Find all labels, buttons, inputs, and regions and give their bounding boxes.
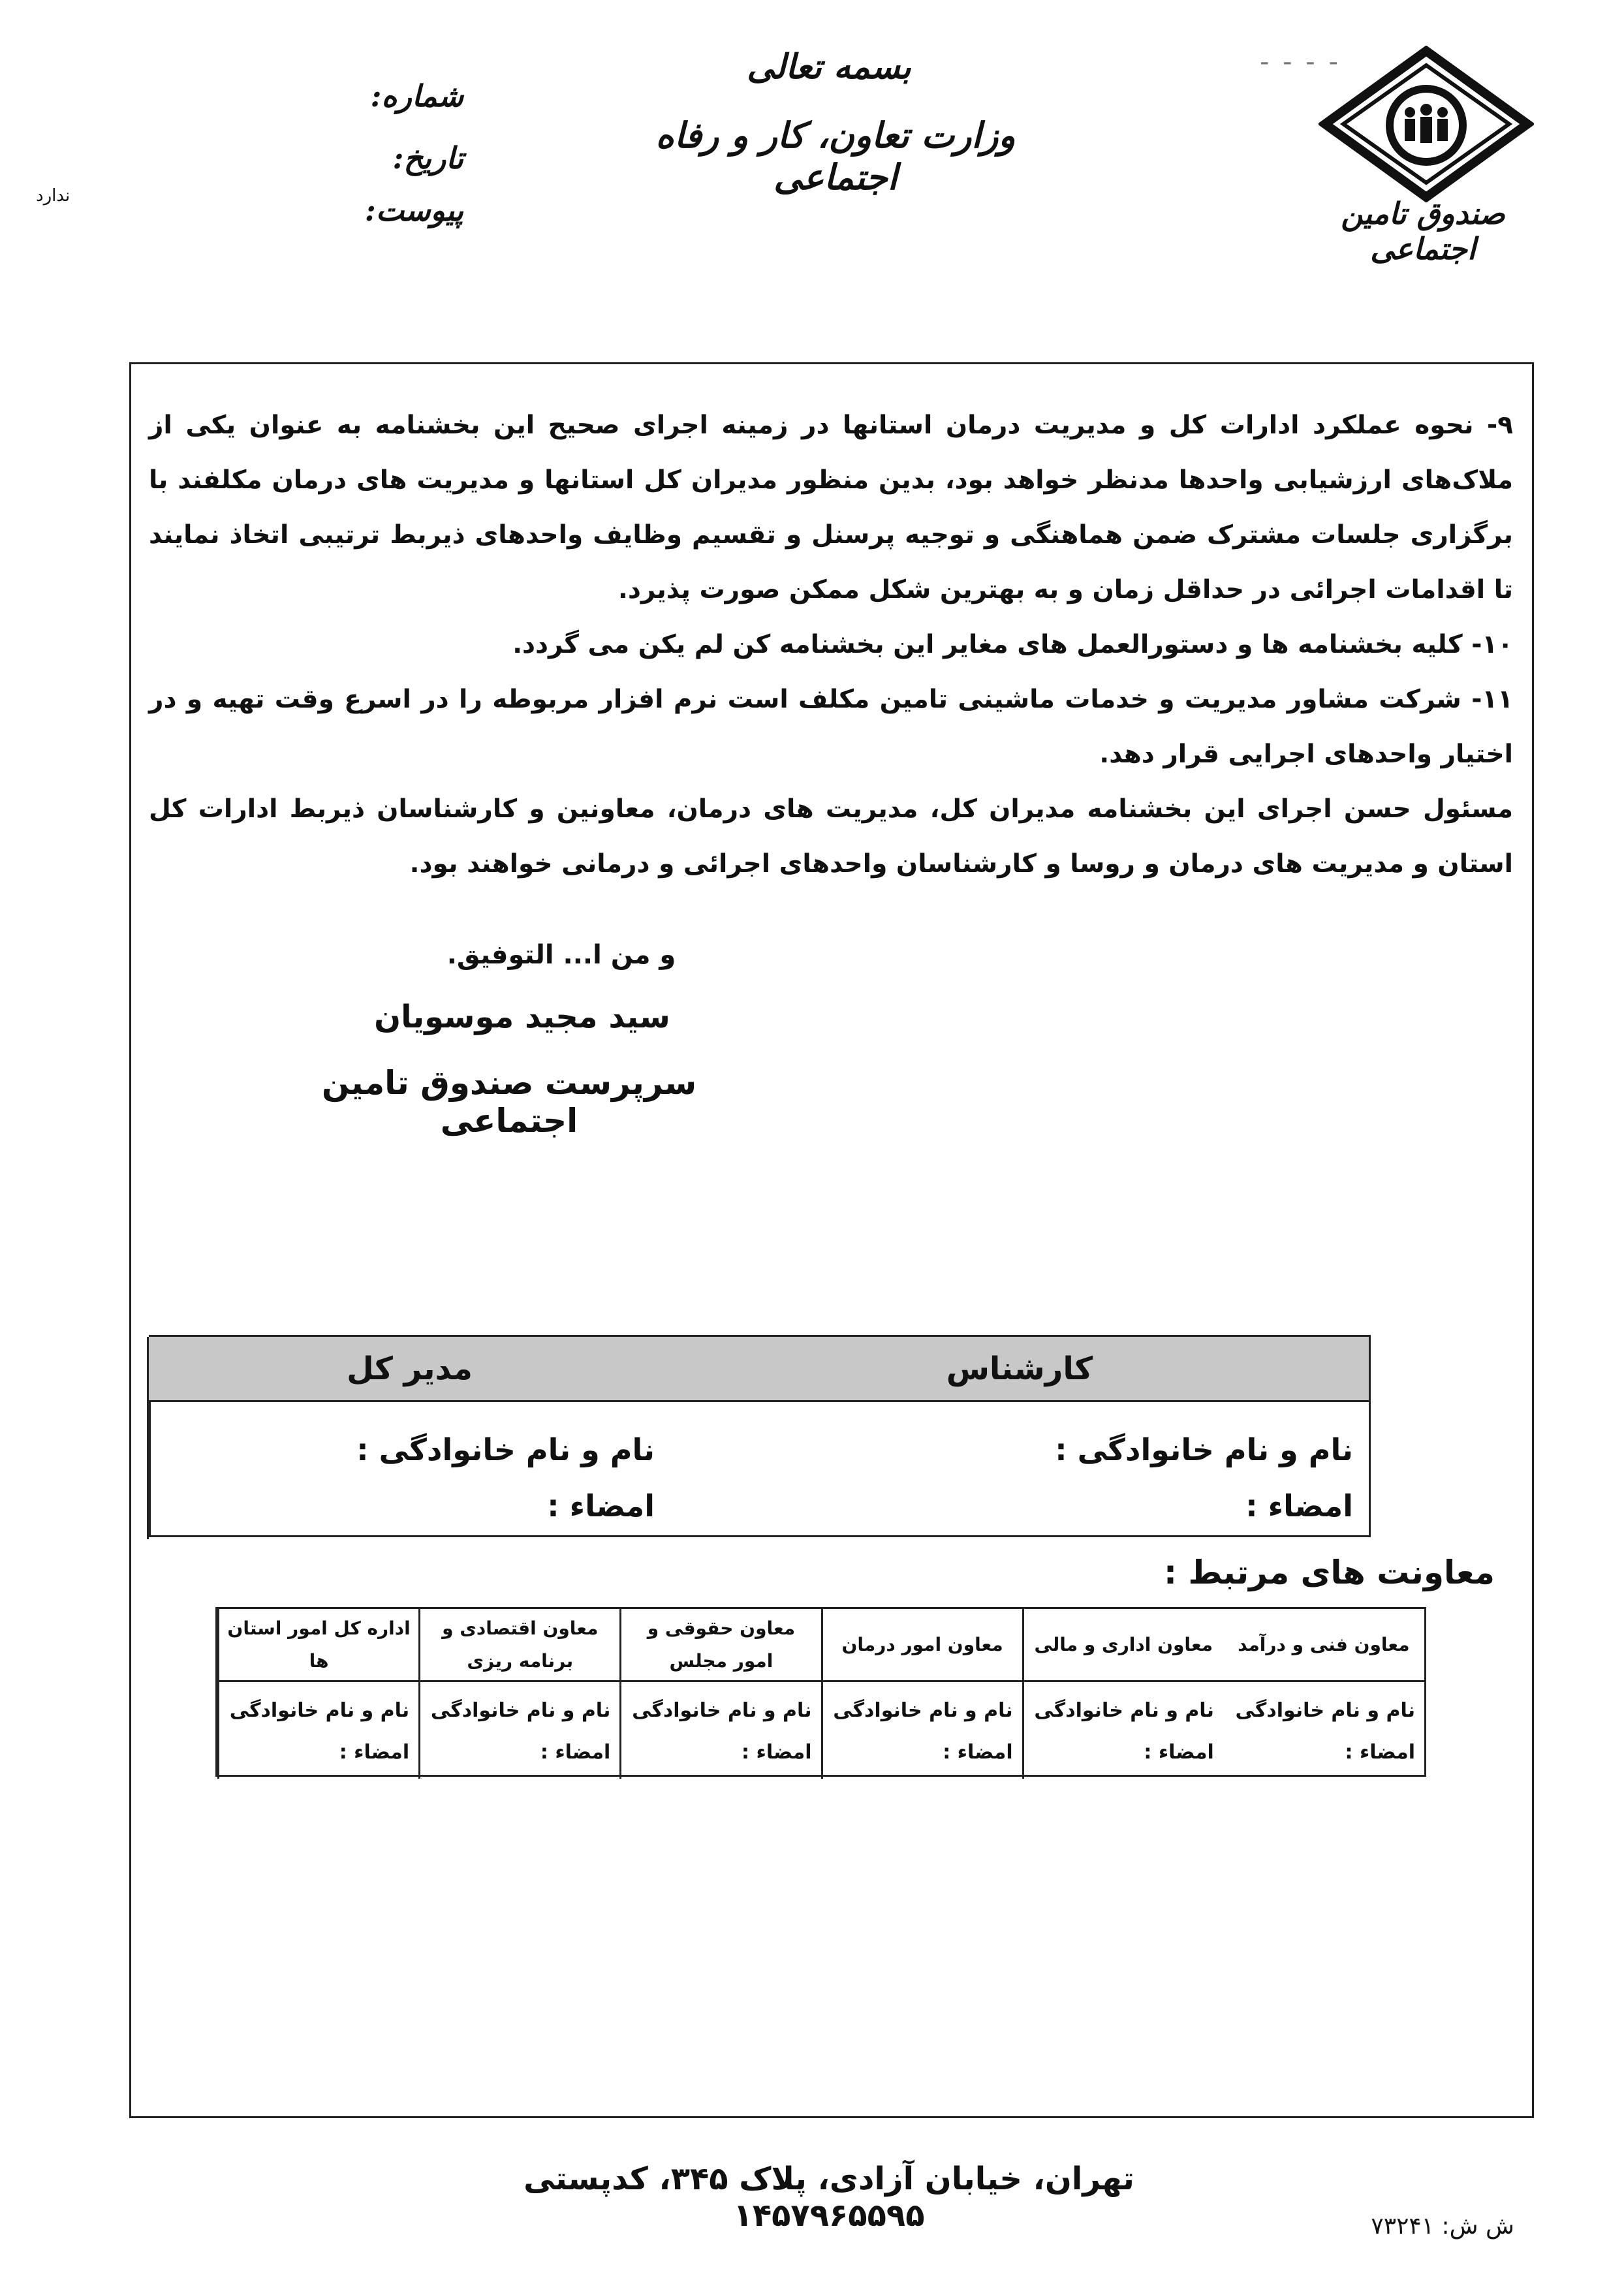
closing-phrase: و من ا... التوفیق. xyxy=(446,940,676,970)
social-security-fund-emblem-icon xyxy=(1319,46,1534,202)
sign-label: امضاء : xyxy=(540,1741,611,1764)
deputy-header: معاون اداری و مالی xyxy=(1022,1609,1223,1682)
deputy-header: معاون حقوقی و امور مجلس xyxy=(619,1609,820,1682)
signature-table xyxy=(149,1335,1371,1537)
sign-label: امضاء : xyxy=(547,1488,655,1524)
signature-col-header: کارشناس xyxy=(670,1337,1369,1402)
sign-label: امضاء : xyxy=(1345,1741,1415,1764)
responsibility-paragraph: مسئول حسن اجرای این بخشنامه مدیران کل، مدیریت های درمان، معاونین و کارشناسان ذیربط ادارات کل استان و مدیریت های درمان و روسا و کارشناسان واحدهای اجرائی و درمانی خواهند بود. xyxy=(149,794,1513,879)
footer-serial: ش ش: ۷۳۲۴۱ xyxy=(1371,2213,1514,2240)
signatory-name: سید مجید موسویان xyxy=(374,999,670,1035)
sign-label: امضاء : xyxy=(742,1741,812,1764)
ministry-heading: وزارت تعاون، کار و رفاه اجتماعی xyxy=(655,114,1016,198)
paragraph-9: ۹- نحوه عملکرد ادارات کل و مدیریت درمان استانها در زمینه اجرای صحیح این بخشنامه به عنوان یکی از ملاک‌های ارزشیابی واحدها مدنظر خواهد بود، بدین منظور مدیران کل استانها و مدیریت های درمان مکلفند با برگزاری جلسات مشترک ضمن هماهنگی و توجیه پرسنل و تقسیم وظایف واحدهای ذیربط ترتیبی اتخاذ نمایند تا اقدامات اجرائی در حداقل زمان و به بهترین شکل ممکن صورت پذیرد. xyxy=(149,411,1513,604)
org-name: صندوق تامین اجتماعی xyxy=(1341,196,1505,266)
deputy-cell xyxy=(619,1682,820,1779)
name-label: نام و نام خانوادگی xyxy=(632,1699,812,1722)
name-label: نام و نام خانوادگی : xyxy=(356,1432,655,1467)
name-label: نام و نام خانوادگی xyxy=(1034,1699,1214,1722)
attachment-label: پیوست: xyxy=(364,193,463,228)
name-label: نام و نام خانوادگی : xyxy=(1055,1432,1353,1467)
date-label: تاریخ: xyxy=(392,140,463,176)
signature-col-header: مدیر کل xyxy=(147,1337,670,1402)
signatory-title: سرپرست صندوق تامین اجتماعی xyxy=(321,1064,697,1140)
footer-address: تهران، خیابان آزادی، پلاک ۳۴۵، کدپستی ۱۴۵۷۹۶۵۵۹۵ xyxy=(523,2161,1134,2234)
deputy-header: معاون اقتصادی و برنامه ریزی xyxy=(418,1609,619,1682)
letter-body xyxy=(149,398,1513,892)
name-label: نام و نام خانوادگی xyxy=(229,1699,410,1722)
name-label: نام و نام خانوادگی xyxy=(833,1699,1013,1722)
signature-cell xyxy=(670,1402,1369,1539)
deputy-cell xyxy=(1223,1682,1424,1779)
deputy-cell xyxy=(821,1682,1022,1779)
deputy-header: اداره کل امور استان ها xyxy=(217,1609,418,1682)
name-label: نام و نام خانوادگی xyxy=(1235,1699,1415,1722)
sign-label: امضاء : xyxy=(1144,1741,1214,1764)
deputy-cell xyxy=(1022,1682,1223,1779)
attachment-note: ندارد xyxy=(36,186,70,206)
number-label: شماره: xyxy=(370,78,463,114)
deputy-header: معاون امور درمان xyxy=(821,1609,1022,1682)
handwritten-dash-mark: - - - - xyxy=(1260,47,1341,77)
paragraph-11: ۱۱- شرکت مشاور مدیریت و خدمات ماشینی تامین مکلف است نرم افزار مربوطه را در اسرع وقت تهیه و در اختیار واحدهای اجرایی قرار دهد. xyxy=(149,685,1513,769)
signature-cell xyxy=(147,1402,670,1539)
bismillah-heading: بسمه تعالی xyxy=(747,47,911,87)
sign-label: امضاء : xyxy=(943,1741,1013,1764)
deputies-table xyxy=(215,1607,1426,1777)
sign-label: امضاء : xyxy=(339,1741,410,1764)
sign-label: امضاء : xyxy=(1245,1488,1353,1524)
deputy-cell xyxy=(418,1682,619,1779)
deputy-header: معاون فنی و درآمد xyxy=(1223,1609,1424,1682)
name-label: نام و نام خانوادگی xyxy=(430,1699,611,1722)
deputies-title: معاونت های مرتبط : xyxy=(1163,1554,1495,1591)
deputy-cell xyxy=(217,1682,418,1779)
paragraph-10: ۱۰- کلیه بخشنامه ها و دستورالعمل های مغایر این بخشنامه کن لم یکن می گردد. xyxy=(512,630,1513,659)
